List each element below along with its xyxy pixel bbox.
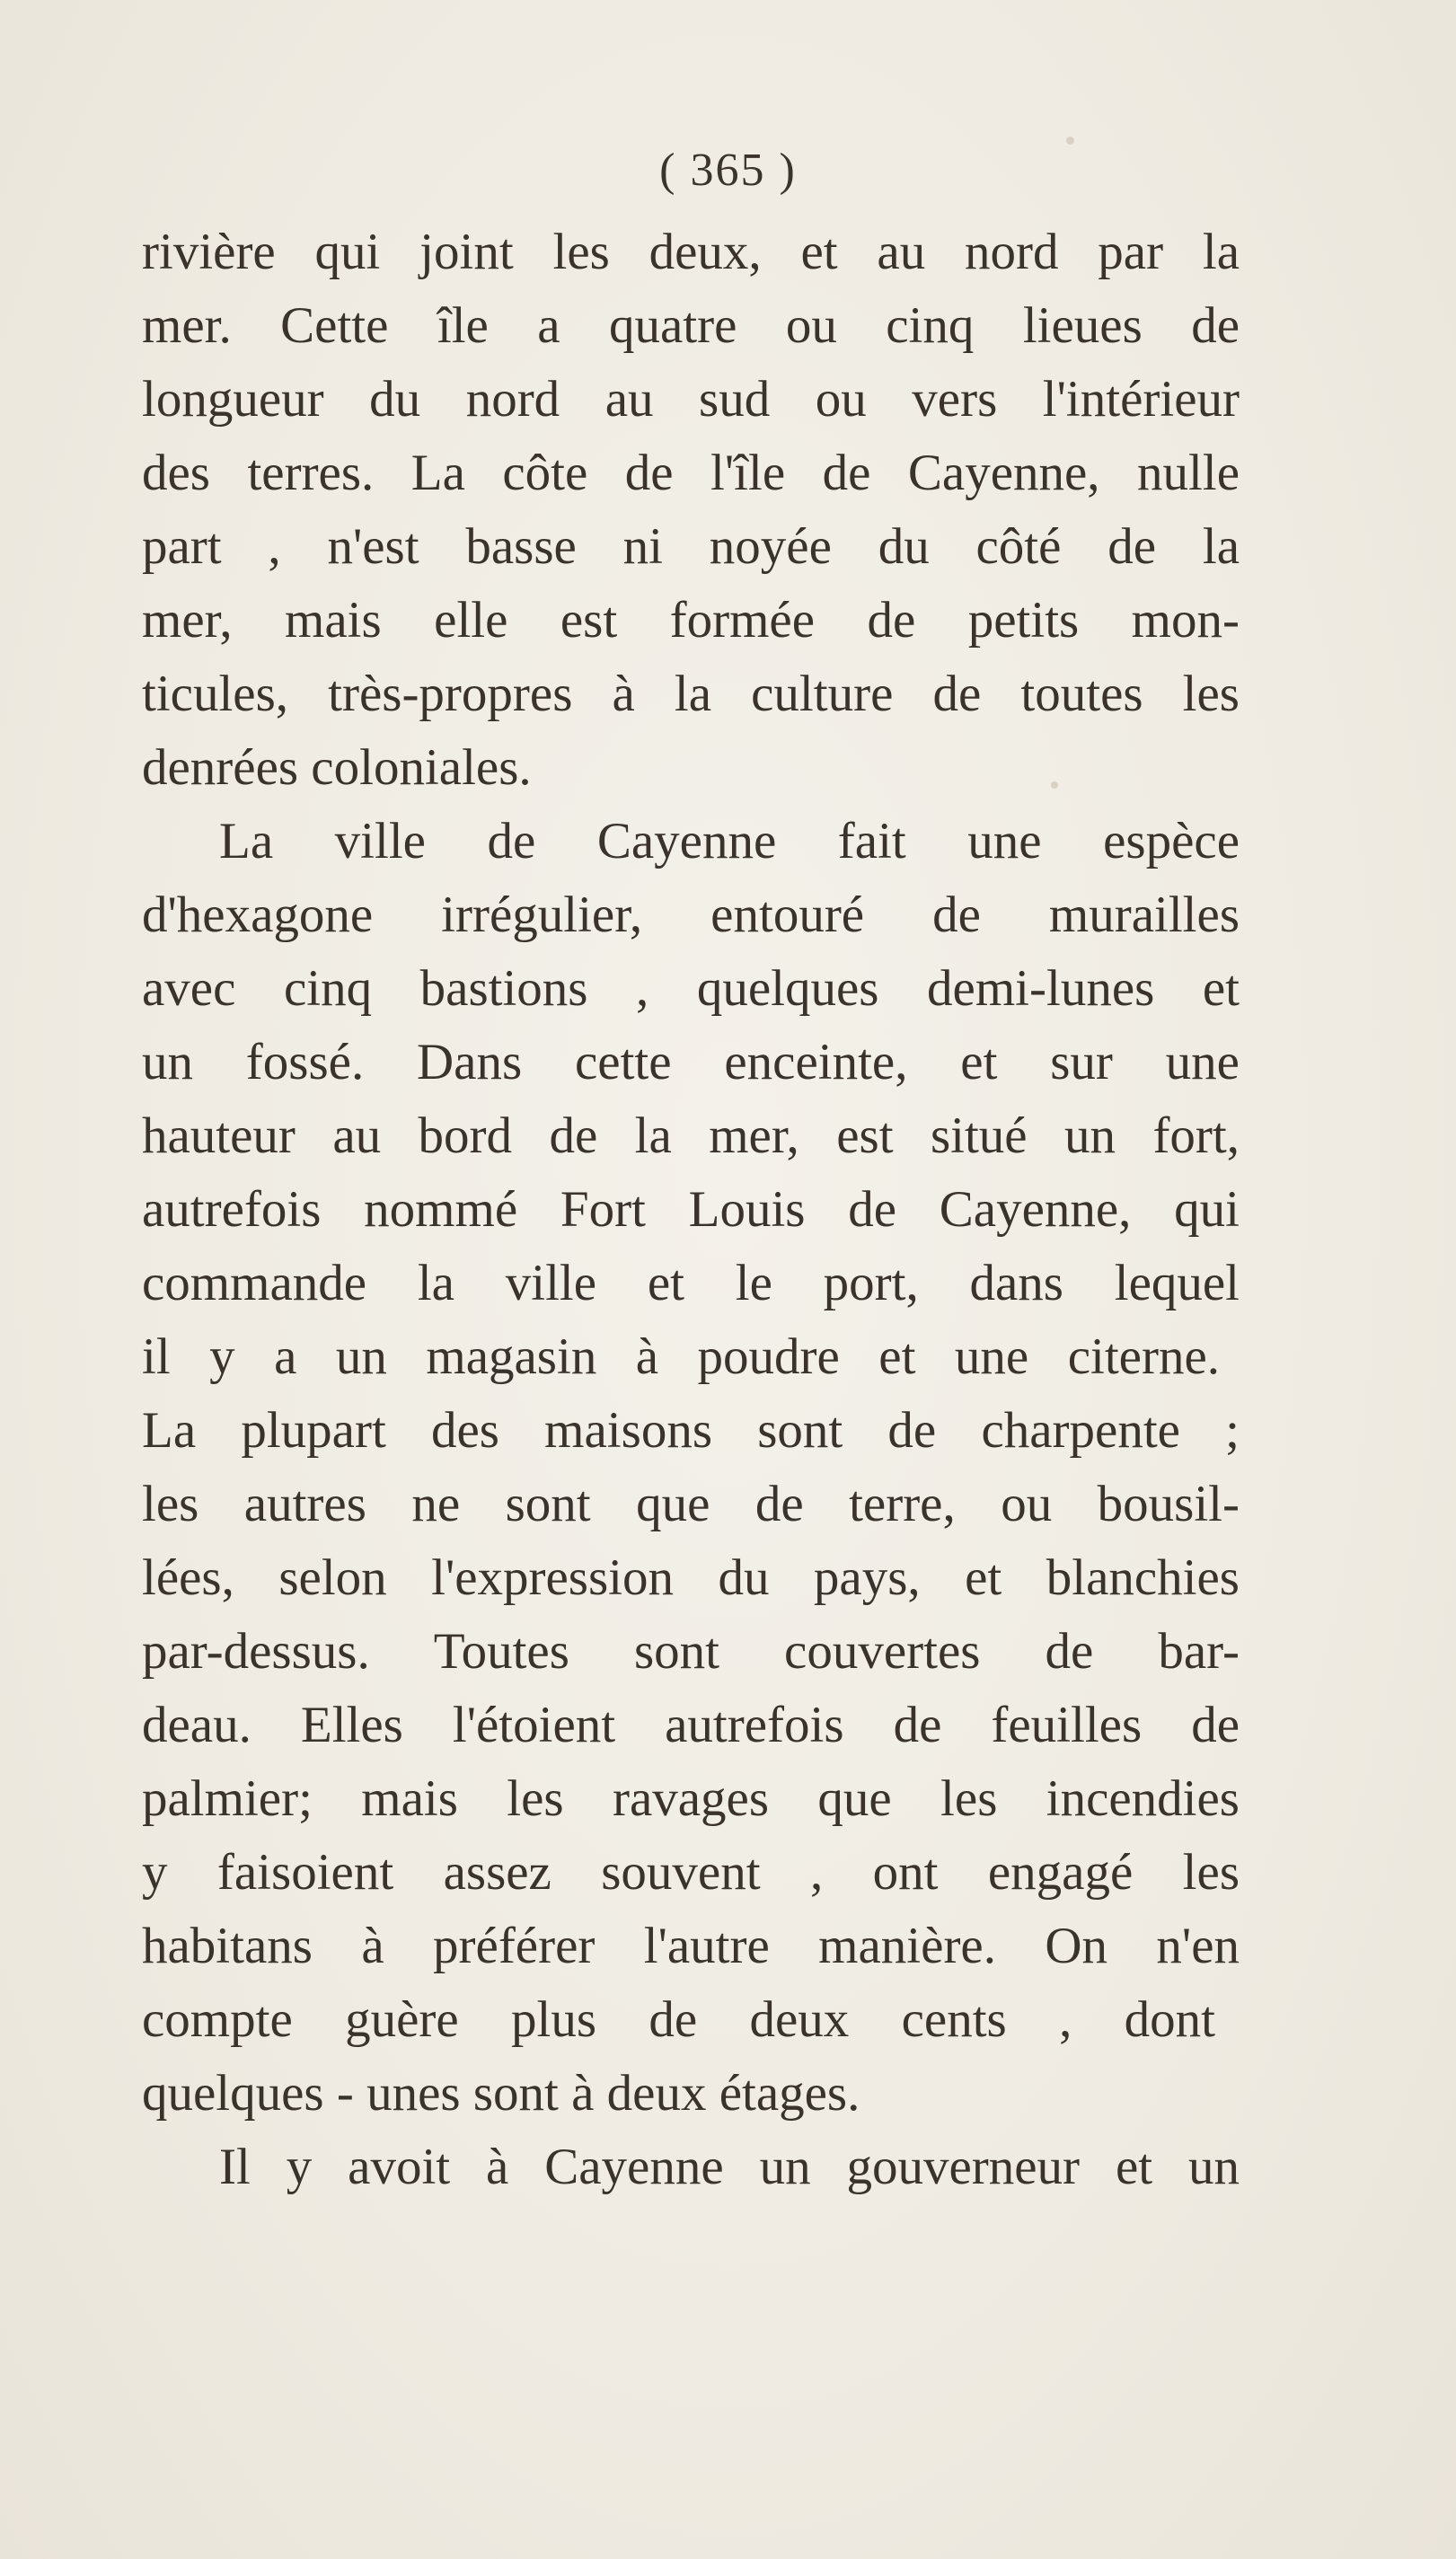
text-line: part , n'est basse ni noyée du côté de la bbox=[142, 518, 1240, 575]
text-line: deau. Elles l'étoient autrefois de feuilles de bbox=[142, 1697, 1240, 1753]
page-number: ( 365 ) bbox=[659, 145, 797, 196]
text-line: mer, mais elle est formée de petits mon- bbox=[142, 592, 1240, 649]
page-text bbox=[142, 216, 1240, 2204]
text-line: par-dessus. Toutes sont couvertes de bar- bbox=[142, 1623, 1240, 1680]
text-line: habitans à préférer l'autre manière. On n'en bbox=[142, 1918, 1240, 1974]
text-line: lées, selon l'expression du pays, et blanchies bbox=[142, 1549, 1240, 1606]
text-line: quelques - unes sont à deux étages. bbox=[142, 2065, 860, 2122]
text-line: ticules, très-propres à la culture de toutes les bbox=[142, 666, 1240, 722]
text-line: La plupart des maisons sont de charpente ; bbox=[142, 1402, 1240, 1459]
text-line: il y a un magasin à poudre et une citerne. bbox=[142, 1328, 1220, 1385]
text-line: palmier; mais les ravages que les incendies bbox=[142, 1770, 1240, 1827]
text-line: rivière qui joint les deux, et au nord par la bbox=[142, 224, 1240, 280]
text-line: d'hexagone irrégulier, entouré de murailles bbox=[142, 887, 1240, 943]
text-line: mer. Cette île a quatre ou cinq lieues de bbox=[142, 297, 1240, 354]
text-line: autrefois nommé Fort Louis de Cayenne, qui bbox=[142, 1181, 1240, 1238]
text-line: avec cinq bastions , quelques demi-lunes et bbox=[142, 960, 1240, 1017]
text-line: les autres ne sont que de terre, ou bousil- bbox=[142, 1476, 1240, 1532]
text-line: commande la ville et le port, dans lequel bbox=[142, 1255, 1240, 1311]
text-line: La ville de Cayenne fait une espèce bbox=[219, 813, 1240, 869]
text-line: hauteur au bord de la mer, est situé un fort, bbox=[142, 1107, 1240, 1164]
text-line: Il y avoit à Cayenne un gouverneur et un bbox=[219, 2139, 1240, 2195]
text-line: un fossé. Dans cette enceinte, et sur une bbox=[142, 1034, 1240, 1090]
text-line: longueur du nord au sud ou vers l'intérieur bbox=[142, 371, 1240, 428]
text-line: des terres. La côte de l'île de Cayenne, nulle bbox=[142, 445, 1240, 501]
text-line: denrées coloniales. bbox=[142, 739, 532, 796]
text-line: y faisoient assez souvent , ont engagé les bbox=[142, 1844, 1240, 1901]
text-line: compte guère plus de deux cents , dont bbox=[142, 1991, 1215, 2048]
